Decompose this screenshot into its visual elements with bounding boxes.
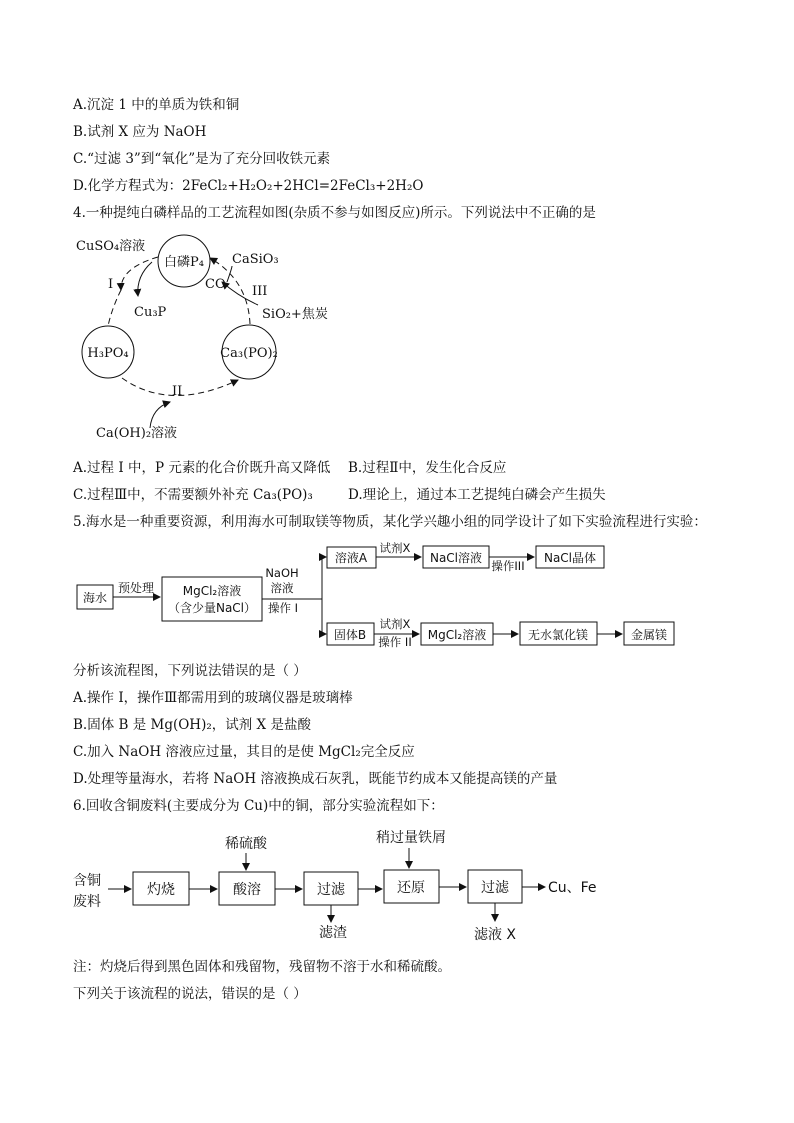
q4-stem: 4.一种提纯白磷样品的工艺流程如图(杂质不参与如图反应)所示。下列说法中不正确的是 <box>73 205 596 221</box>
label-pretreat: 预处理 <box>117 581 155 595</box>
box-metal-mg-label: 金属镁 <box>630 628 668 642</box>
box-acid-dissolve-label: 酸溶 <box>233 882 261 898</box>
box-anhydrous-label: 无水氯化镁 <box>527 628 589 642</box>
label-process-I: I <box>108 277 114 292</box>
reagent-sio2-coke: SiO₂+焦炭 <box>262 307 328 322</box>
box-solution-a-label: 溶液A <box>334 551 368 565</box>
q4-option-b: B.过程Ⅱ中，发生化合反应 <box>348 460 507 476</box>
q6-stem: 6.回收含铜废料(主要成分为 Cu)中的铜，部分实验流程如下： <box>73 798 444 814</box>
q5-stem: 5.海水是一种重要资源，利用海水可制取镁等物质，某化学兴趣小组的同学设计了如下实验流程进行实验： <box>73 514 707 530</box>
product-casio3: CaSiO₃ <box>232 252 279 267</box>
box-filter-2-label: 过滤 <box>481 880 509 896</box>
label-op3: 操作III <box>491 559 525 573</box>
q6-note: 注：灼烧后得到黑色固体和残留物，残留物不溶于水和稀硫酸。 <box>73 959 451 975</box>
q5-analysis: 分析该流程图，下列说法错误的是（ ） <box>73 663 307 679</box>
arrow-to-cu3p <box>138 262 152 296</box>
label-naoh: NaOH <box>265 566 299 580</box>
label-iron-filings: 稍过量铁屑 <box>376 830 446 846</box>
arrow-process-I <box>121 257 158 290</box>
label-process-II: II <box>172 384 183 399</box>
label-op1: 操作 I <box>267 601 299 615</box>
box-mgcl2-line2: （含少量NaCl） <box>167 601 257 615</box>
label-reagent-x-top: 试剂X <box>379 541 411 555</box>
box-solid-b-label: 固体B <box>333 628 367 642</box>
box-burn-label: 灼烧 <box>147 882 175 898</box>
label-dilute-h2so4: 稀硫酸 <box>225 836 267 852</box>
reagent-cuso4: CuSO₄溶液 <box>76 239 146 254</box>
seawater-flow-diagram <box>77 541 674 649</box>
q3-option-c: C.“过滤 3”到“氧化”是为了充分回收铁元素 <box>73 151 331 167</box>
node-h3po4-label: H₃PO₄ <box>87 346 129 361</box>
label-reagent-x-bottom: 试剂X <box>379 617 411 631</box>
box-reduce-label: 还原 <box>397 880 425 896</box>
box-nacl-crystal-label: NaCl晶体 <box>543 551 597 565</box>
arrow-to-casio3 <box>227 266 232 282</box>
arrow-process-I-lower <box>108 290 121 326</box>
waste-label-1: 含铜 <box>73 873 101 889</box>
label-op2: 操作 II <box>378 635 412 649</box>
q5-option-a: A.操作 I，操作Ⅲ都需用到的玻璃仪器是玻璃棒 <box>73 690 353 706</box>
reagent-caoh2: Ca(OH)₂溶液 <box>96 426 178 441</box>
node-ca3po2-label: Ca₃(PO)₂ <box>220 346 278 361</box>
box-seawater-label: 海水 <box>82 591 108 605</box>
label-residue: 滤渣 <box>319 925 347 941</box>
q3-option-a: A.沉淀 1 中的单质为铁和铜 <box>73 97 240 113</box>
box-filter-1-label: 过滤 <box>317 882 345 898</box>
product-cu3p: Cu₃P <box>134 305 167 320</box>
phosphorus-cycle-diagram <box>76 235 328 441</box>
q3-option-b: B.试剂 X 应为 NaOH <box>73 124 207 140</box>
box-nacl-solution-label: NaCl溶液 <box>429 551 483 565</box>
box-mgcl2-solution-2-label: MgCl₂溶液 <box>427 628 487 642</box>
waste-label-2: 废料 <box>73 894 101 910</box>
q4-option-a: A.过程 I 中，P 元素的化合价既升高又降低 <box>73 460 331 476</box>
box-mgcl2-line1: MgCl₂溶液 <box>182 584 242 598</box>
q4-option-c: C.过程Ⅲ中，不需要额外补充 Ca₃(PO)₃ <box>73 487 313 503</box>
q4-option-d: D.理论上，通过本工艺提纯白磷会产生损失 <box>348 487 606 503</box>
arrow-from-caoh2 <box>150 402 170 428</box>
q5-option-b: B.固体 B 是 Mg(OH)₂，试剂 X 是盐酸 <box>73 717 311 733</box>
node-white-phosphorus-label: 白磷P₄ <box>164 255 204 270</box>
label-process-III: III <box>252 284 268 299</box>
q5-option-d: D.处理等量海水，若将 NaOH 溶液换成石灰乳，既能节约成本又能提高镁的产量 <box>73 771 558 787</box>
q6-question: 下列关于该流程的说法，错误的是（ ） <box>73 986 307 1002</box>
copper-recovery-diagram <box>73 829 597 943</box>
q5-option-c: C.加入 NaOH 溶液应过量，其目的是使 MgCl₂完全反应 <box>73 744 415 760</box>
product-co: CO <box>205 277 226 292</box>
label-filtrate-x: 滤液 X <box>473 927 517 943</box>
label-naoh-solution: 溶液 <box>270 581 294 595</box>
q3-option-d: D.化学方程式为：2FeCl₂+H₂O₂+2HCl=2FeCl₃+2H₂O <box>73 178 424 194</box>
label-products: Cu、Fe <box>548 880 597 896</box>
